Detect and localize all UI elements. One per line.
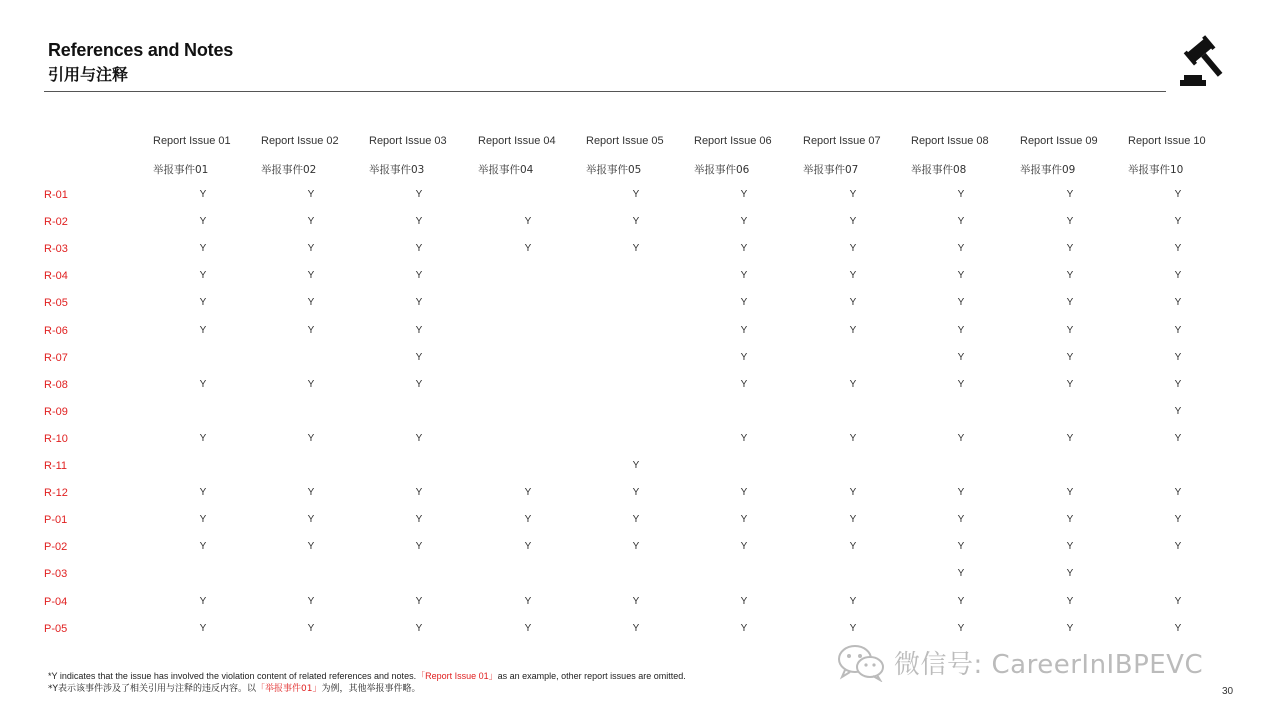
gavel-icon <box>1176 34 1236 90</box>
wechat-icon <box>836 642 886 682</box>
row-label: R-04 <box>44 270 68 283</box>
table-row <box>0 541 1280 561</box>
table-cell-mark: Y <box>1174 514 1182 526</box>
table-cell-mark: Y <box>957 378 965 390</box>
table-cell-mark: Y <box>199 514 207 526</box>
table-cell-mark: Y <box>1066 487 1074 499</box>
table-row <box>0 460 1280 480</box>
table-row <box>0 379 1280 399</box>
table-cell-mark: Y <box>849 514 857 526</box>
table-cell-mark: Y <box>1174 432 1182 444</box>
column-header-en: Report Issue 06 <box>694 135 772 147</box>
column-header-row-cn <box>0 162 1280 184</box>
table-cell-mark: Y <box>524 216 532 228</box>
table-cell-mark: Y <box>740 541 748 553</box>
table-cell-mark: Y <box>1066 243 1074 255</box>
table-cell-mark: Y <box>307 432 315 444</box>
row-label: P-05 <box>44 622 68 635</box>
table-cell-mark: Y <box>740 378 748 390</box>
table-row <box>0 487 1280 507</box>
column-header-row-en <box>0 135 1280 157</box>
table-cell-mark: Y <box>199 297 207 309</box>
table-cell-mark: Y <box>415 595 423 607</box>
column-header-en: Report Issue 08 <box>911 135 989 147</box>
row-label: R-08 <box>44 378 68 391</box>
table-cell-mark: Y <box>849 622 857 634</box>
table-cell-mark: Y <box>1174 595 1182 607</box>
table-cell-mark: Y <box>632 460 640 471</box>
table-cell-mark: Y <box>415 378 423 390</box>
table-cell-mark: Y <box>632 541 640 553</box>
row-label: R-02 <box>44 216 68 229</box>
table-cell-mark: Y <box>849 216 857 228</box>
table-cell-mark: Y <box>1174 216 1182 228</box>
table-cell-mark: Y <box>1174 541 1182 553</box>
table-row <box>0 270 1280 290</box>
table-cell-mark: Y <box>1174 297 1182 309</box>
table-cell-mark: Y <box>1066 270 1074 282</box>
table-cell-mark: Y <box>199 595 207 607</box>
column-header-en: Report Issue 01 <box>153 135 231 147</box>
table-cell-mark: Y <box>1174 622 1182 634</box>
row-label: R-05 <box>44 297 68 310</box>
table-cell-mark: Y <box>307 297 315 309</box>
column-header-cn: 举报事件02 <box>261 164 317 176</box>
table-cell-mark: Y <box>957 297 965 309</box>
table-cell-mark: Y <box>415 487 423 499</box>
column-header-cn: 举报事件08 <box>911 164 967 176</box>
table-cell-mark: Y <box>307 514 315 526</box>
table-cell-mark: Y <box>957 541 965 553</box>
table-row <box>0 243 1280 263</box>
row-label: R-03 <box>44 243 68 256</box>
table-cell-mark: Y <box>524 243 532 255</box>
table-cell-mark: Y <box>415 324 423 336</box>
table-cell-mark: Y <box>415 297 423 309</box>
row-label: R-07 <box>44 351 68 364</box>
table-cell-mark: Y <box>415 432 423 444</box>
row-label: R-10 <box>44 432 68 445</box>
table-cell-mark: Y <box>415 622 423 634</box>
table-cell-mark: Y <box>415 541 423 553</box>
column-header-cn: 举报事件09 <box>1020 164 1076 176</box>
table-row <box>0 189 1280 209</box>
table-cell-mark: Y <box>740 189 748 200</box>
table-cell-mark: Y <box>307 541 315 553</box>
table-cell-mark: Y <box>524 595 532 607</box>
table-cell-mark: Y <box>957 189 965 200</box>
table-cell-mark: Y <box>957 514 965 526</box>
page-title-en: References and Notes <box>48 40 234 60</box>
table-cell-mark: Y <box>199 432 207 444</box>
table-cell-mark: Y <box>199 622 207 634</box>
table-cell-mark: Y <box>740 622 748 634</box>
table-cell-mark: Y <box>849 595 857 607</box>
column-header-en: Report Issue 09 <box>1020 135 1098 147</box>
table-cell-mark: Y <box>199 541 207 553</box>
column-header-cn: 举报事件04 <box>478 164 534 176</box>
header-divider <box>44 91 1166 92</box>
column-header-en: Report Issue 07 <box>803 135 881 147</box>
table-cell-mark: Y <box>199 378 207 390</box>
table-cell-mark: Y <box>1066 378 1074 390</box>
table-cell-mark: Y <box>632 487 640 499</box>
page-number: 30 <box>1222 686 1234 697</box>
table-cell-mark: Y <box>199 270 207 282</box>
table-cell-mark: Y <box>740 270 748 282</box>
table-row <box>0 325 1280 345</box>
row-label: R-01 <box>44 189 68 201</box>
footnote-cn <box>48 681 420 694</box>
table-cell-mark: Y <box>415 351 423 363</box>
table-cell-mark: Y <box>199 189 207 200</box>
table-cell-mark: Y <box>957 432 965 444</box>
table-cell-mark: Y <box>849 189 857 200</box>
table-cell-mark: Y <box>849 243 857 255</box>
table-cell-mark: Y <box>957 216 965 228</box>
row-label: P-04 <box>44 595 68 608</box>
table-row <box>0 297 1280 317</box>
table-cell-mark: Y <box>849 324 857 336</box>
column-header-en: Report Issue 05 <box>586 135 664 147</box>
table-row <box>0 406 1280 426</box>
table-cell-mark: Y <box>957 351 965 363</box>
table-cell-mark: Y <box>1066 622 1074 634</box>
table-cell-mark: Y <box>307 324 315 336</box>
table-row <box>0 514 1280 534</box>
table-cell-mark: Y <box>849 541 857 553</box>
table-cell-mark: Y <box>1174 487 1182 499</box>
table-cell-mark: Y <box>1174 243 1182 255</box>
row-label: R-06 <box>44 324 68 337</box>
table-cell-mark: Y <box>632 216 640 228</box>
table-row <box>0 568 1280 588</box>
table-cell-mark: Y <box>415 216 423 228</box>
column-header-en: Report Issue 04 <box>478 135 556 147</box>
table-cell-mark: Y <box>849 487 857 499</box>
table-cell-mark: Y <box>199 243 207 255</box>
table-cell-mark: Y <box>740 432 748 444</box>
table-cell-mark: Y <box>1066 297 1074 309</box>
table-cell-mark: Y <box>524 541 532 553</box>
table-cell-mark: Y <box>524 622 532 634</box>
column-header-cn: 举报事件10 <box>1128 164 1184 176</box>
table-cell-mark: Y <box>307 216 315 228</box>
wechat-watermark <box>836 640 1203 684</box>
table-cell-mark: Y <box>632 189 640 200</box>
table-cell-mark: Y <box>740 324 748 336</box>
table-row <box>0 596 1280 616</box>
table-cell-mark: Y <box>1174 324 1182 336</box>
table-cell-mark: Y <box>307 270 315 282</box>
row-label: P-01 <box>44 514 68 527</box>
table-cell-mark: Y <box>1174 351 1182 363</box>
column-header-cn: 举报事件06 <box>694 164 750 176</box>
table-cell-mark: Y <box>632 622 640 634</box>
row-label: R-12 <box>44 487 68 500</box>
page-title-cn: 引用与注释 <box>48 65 129 84</box>
wechat-id-text: 微信号: CareerInIBPEVC <box>894 649 1204 680</box>
table-cell-mark: Y <box>740 216 748 228</box>
table-cell-mark: Y <box>957 595 965 607</box>
column-header-en: Report Issue 03 <box>369 135 447 147</box>
table-cell-mark: Y <box>307 595 315 607</box>
table-cell-mark: Y <box>1066 595 1074 607</box>
footnote-cn-highlight: 「举报事件01」 <box>256 684 322 694</box>
table-cell-mark: Y <box>1066 324 1074 336</box>
table-cell-mark: Y <box>307 378 315 390</box>
footnote-en-suffix: as an example, other report issues are omitted. <box>497 671 686 681</box>
table-cell-mark: Y <box>740 514 748 526</box>
table-cell-mark: Y <box>740 487 748 499</box>
table-cell-mark: Y <box>632 243 640 255</box>
footnote-en-text: *Y indicates that the issue has involved the violation content of related references and notes. <box>48 671 417 681</box>
row-label: R-09 <box>44 405 68 418</box>
table-cell-mark: Y <box>632 595 640 607</box>
table-cell-mark: Y <box>1066 351 1074 363</box>
table-cell-mark: Y <box>307 622 315 634</box>
table-cell-mark: Y <box>957 243 965 255</box>
table-cell-mark: Y <box>849 432 857 444</box>
table-cell-mark: Y <box>1174 405 1182 417</box>
table-cell-mark: Y <box>415 514 423 526</box>
table-cell-mark: Y <box>957 568 965 580</box>
table-cell-mark: Y <box>1174 189 1182 200</box>
table-cell-mark: Y <box>957 487 965 499</box>
row-label: R-11 <box>44 460 68 472</box>
column-header-en: Report Issue 10 <box>1128 135 1206 147</box>
table-cell-mark: Y <box>1066 568 1074 580</box>
table-cell-mark: Y <box>199 324 207 336</box>
table-cell-mark: Y <box>1066 432 1074 444</box>
table-row <box>0 216 1280 236</box>
table-cell-mark: Y <box>740 351 748 363</box>
column-header-en: Report Issue 02 <box>261 135 339 147</box>
table-cell-mark: Y <box>740 297 748 309</box>
column-header-cn: 举报事件03 <box>369 164 425 176</box>
column-header-cn: 举报事件07 <box>803 164 859 176</box>
table-cell-mark: Y <box>524 487 532 499</box>
table-cell-mark: Y <box>1174 270 1182 282</box>
table-cell-mark: Y <box>307 487 315 499</box>
table-row <box>0 433 1280 453</box>
row-label: P-02 <box>44 541 68 554</box>
table-cell-mark: Y <box>740 595 748 607</box>
table-cell-mark: Y <box>632 514 640 526</box>
table-cell-mark: Y <box>524 514 532 526</box>
table-row <box>0 352 1280 372</box>
table-cell-mark: Y <box>849 378 857 390</box>
table-cell-mark: Y <box>307 189 315 200</box>
table-cell-mark: Y <box>199 216 207 228</box>
table-cell-mark: Y <box>1174 378 1182 390</box>
table-cell-mark: Y <box>1066 541 1074 553</box>
table-cell-mark: Y <box>957 324 965 336</box>
table-cell-mark: Y <box>1066 216 1074 228</box>
table-cell-mark: Y <box>957 622 965 634</box>
footnote-cn-suffix: 为例，其他举报事件略。 <box>321 684 421 694</box>
table-cell-mark: Y <box>307 243 315 255</box>
table-cell-mark: Y <box>849 270 857 282</box>
footnote-cn-text: *Y表示该事件涉及了相关引用与注释的违反内容。以 <box>48 684 256 694</box>
table-cell-mark: Y <box>849 297 857 309</box>
table-cell-mark: Y <box>1066 189 1074 200</box>
table-cell-mark: Y <box>199 487 207 499</box>
table-cell-mark: Y <box>415 270 423 282</box>
table-cell-mark: Y <box>957 270 965 282</box>
table-cell-mark: Y <box>415 243 423 255</box>
column-header-cn: 举报事件05 <box>586 164 642 176</box>
table-cell-mark: Y <box>740 243 748 255</box>
table-cell-mark: Y <box>415 189 423 200</box>
column-header-cn: 举报事件01 <box>153 164 209 176</box>
row-label: P-03 <box>44 568 68 581</box>
table-cell-mark: Y <box>1066 514 1074 526</box>
footnote-en-highlight: 「Report Issue 01」 <box>416 671 498 681</box>
